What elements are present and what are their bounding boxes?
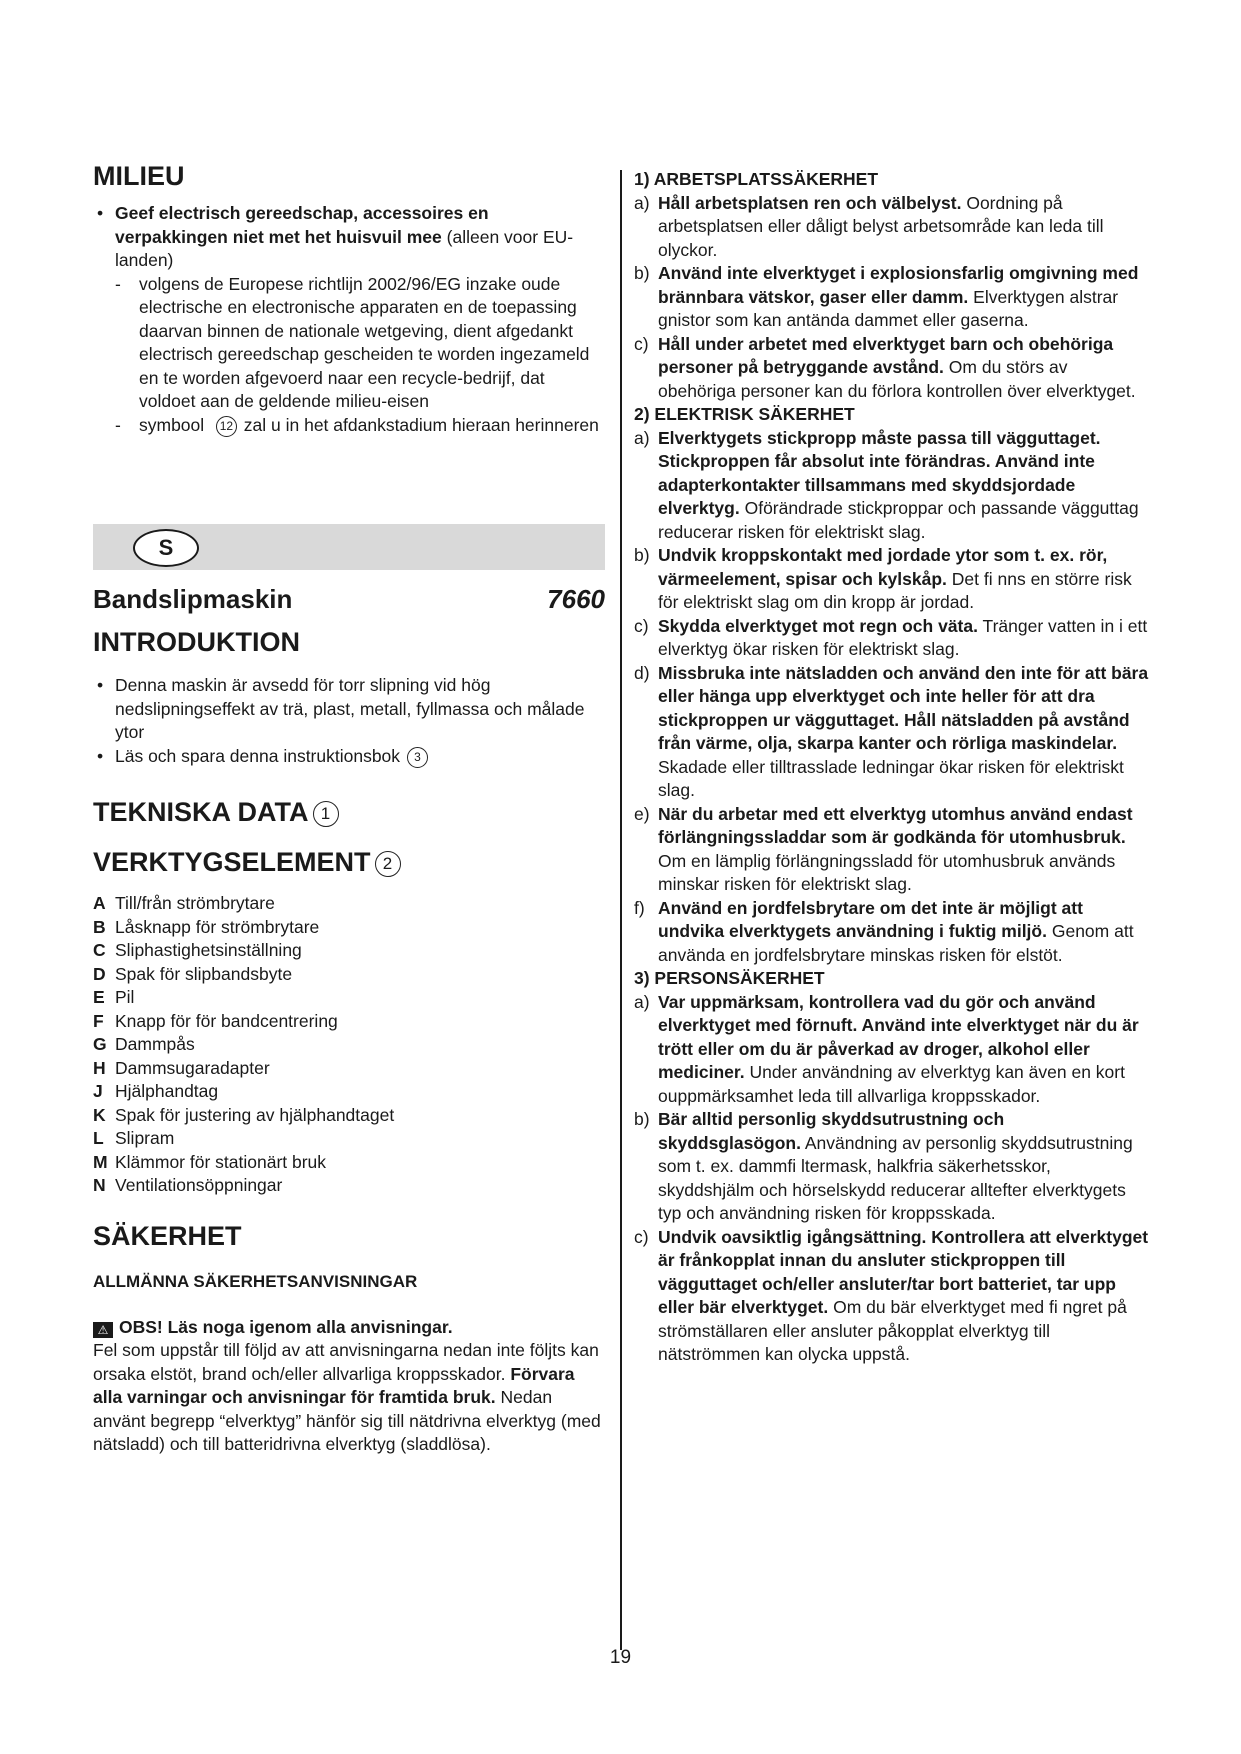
- part-letter: M: [93, 1151, 108, 1172]
- milieu-dash-1-text: volgens de Europese richtlijn 2002/96/EG inzake oude electrische en electronische apparaten en de toepassing daarvan binnen de nationale wetgeving, dient afgedankt electrisch gereedschap gescheiden te worden ingezameld en te worden afgevoerd naar een recycle-bedrijf, dat voldoet aan de geldende milieu-eisen: [139, 273, 590, 411]
- list-item: [93, 916, 605, 940]
- milieu-bullet-rest: (alleen voor EU-landen): [115, 226, 574, 270]
- item-label: a): [634, 192, 650, 213]
- item-label: b): [634, 263, 650, 283]
- section-1-heading: 1) ARBETSPLATSSÄKERHET: [634, 169, 879, 189]
- list-item: [634, 192, 1149, 263]
- circled-number-icon: 12: [216, 416, 237, 437]
- item-label: c): [634, 333, 649, 354]
- milieu-dash-2-post: zal u in het afdankstadium hieraan herinneren: [243, 414, 599, 435]
- list-item: [634, 662, 1149, 803]
- item-label: c): [634, 615, 649, 636]
- milieu-dash-1: [93, 273, 605, 414]
- item-label: a): [634, 427, 650, 448]
- part-letter: E: [93, 987, 105, 1007]
- list-item: [93, 1127, 605, 1151]
- part-text: Sliphastighetsinställning: [115, 940, 302, 960]
- item-text: Under användning av elverktyg kan även en kort ouppmärksamhet leda till allvarliga kroppsskador.: [658, 1062, 1125, 1106]
- part-letter: L: [93, 1128, 104, 1148]
- part-letter: G: [93, 1034, 107, 1054]
- list-item: [634, 333, 1149, 404]
- milieu-list: [93, 202, 605, 437]
- item-label: b): [634, 545, 650, 565]
- section-3-heading: 3) PERSONSÄKERHET: [634, 968, 825, 988]
- item-bold: Var uppmärksam, kontrollera vad du gör och använd elverktyget med förnuft. Använd inte elverktyget när du är trött eller om du är påverkad av droger, alkohol eller mediciner.: [658, 991, 1139, 1082]
- list-item: [634, 991, 1149, 1109]
- part-text: Hjälphandtag: [115, 1081, 219, 1101]
- language-bar: [93, 524, 605, 570]
- item-text: Om du bär elverktyget med fi ngret på strömställaren eller ansluter påkopplat elverktyg till nätströmmen kan olycka uppstå.: [658, 1297, 1127, 1364]
- list-item: [634, 544, 1149, 615]
- warning-bold: OBS! Läs noga igenom alla anvisningar.: [119, 1316, 453, 1337]
- item-label: c): [634, 1226, 649, 1247]
- milieu-dash-2-pre: symbool: [139, 414, 205, 435]
- dash-mark: -: [115, 414, 121, 435]
- item-text: Användning av personlig skyddsutrustning som t. ex. dammfi ltermask, halkfria säkerhetsskor, skyddshjälm och hörselskydd reducerar alltefter elverktygets typ och användning risken för kroppsskada.: [658, 1132, 1133, 1223]
- dash-mark: -: [115, 273, 121, 294]
- part-text: Till/från strömbrytare: [115, 893, 275, 913]
- item-text: Om en lämplig förlängningssladd för utomhusbruk används minskar risken för elektriskt slag.: [658, 850, 1116, 894]
- left-column-top: [93, 160, 605, 437]
- part-text: Ventilationsöppningar: [115, 1175, 283, 1195]
- list-item: [93, 1033, 605, 1057]
- milieu-heading: MILIEU: [93, 161, 185, 191]
- item-bold: När du arbetar med ett elverktyg utomhus använd endast förlängningssladdar som är godkända för utomhusbruk.: [658, 803, 1133, 847]
- language-badge: S: [133, 529, 199, 567]
- list-item: [634, 615, 1149, 662]
- item-label: d): [634, 662, 650, 683]
- safety-warning: [93, 1316, 605, 1340]
- list-item: [634, 803, 1149, 897]
- part-text: Spak för justering av hjälphandtaget: [115, 1104, 395, 1125]
- item-bold: Elverktygets stickpropp måste passa till vägguttaget. Stickproppen får absolut inte förändras. Använd inte adapterkontakter tillsammans med skyddsjordade elverktyg.: [658, 427, 1101, 518]
- item-label: f): [634, 897, 645, 918]
- part-letter: H: [93, 1057, 106, 1078]
- part-letter: J: [93, 1081, 103, 1101]
- list-item: [93, 939, 605, 963]
- tech-data-heading-text: TEKNISKA DATA: [93, 797, 309, 827]
- intro-heading: INTRODUKTION: [93, 627, 300, 657]
- list-item: [634, 262, 1149, 333]
- item-text: Oordning på arbetsplatsen eller dåligt belyst arbetsområde kan leda till olyckor.: [658, 192, 1104, 260]
- item-label: a): [634, 991, 650, 1012]
- part-letter: B: [93, 916, 106, 937]
- part-letter: F: [93, 1010, 104, 1031]
- safety-subheading: ALLMÄNNA SÄKERHETSANVISNINGAR: [93, 1271, 418, 1291]
- item-text: Oförändrade stickproppar och passande vägguttag reducerar risken för elektriskt slag.: [658, 498, 1139, 542]
- part-letter: C: [93, 940, 106, 960]
- list-item: [93, 1057, 605, 1081]
- part-text: Pil: [115, 987, 135, 1007]
- milieu-bullet-bold: Geef electrisch gereedschap, accessoires en verpakkingen niet met het huisvuil mee: [115, 203, 489, 247]
- part-letter: N: [93, 1175, 106, 1195]
- item-text: Om du störs av obehöriga personer kan du förlora kontrollen över elverktyget.: [658, 357, 1136, 401]
- list-item: [634, 1226, 1149, 1367]
- list-item: [93, 963, 605, 987]
- intro-bullet-2: [93, 745, 605, 769]
- item-text: Tränger vatten in i ett elverktyg ökar risken för elektriskt slag.: [658, 615, 1148, 659]
- list-item: [93, 1151, 605, 1175]
- part-letter: D: [93, 963, 106, 984]
- list-item: [634, 427, 1149, 545]
- list-item: [634, 897, 1149, 968]
- item-text: Elverktygen alstrar gnistor som kan antända dammet eller gaserna.: [658, 286, 1119, 330]
- safety-text-bold: Förvara alla varningar och anvisningar för framtida bruk.: [93, 1363, 575, 1407]
- parts-list: [93, 892, 605, 1198]
- item-bold: Undvik oavsiktlig igångsättning. Kontrollera att elverktyget är frånkopplat innan du ansluter stickproppen till vägguttaget och/eller ansluter/tar bort batteriet, tar upp eller bär elverktyget.: [658, 1226, 1149, 1317]
- part-text: Dammsugaradapter: [115, 1057, 270, 1078]
- item-label: e): [634, 803, 650, 824]
- part-text: Knapp för för bandcentrering: [115, 1010, 338, 1031]
- part-text: Dammpås: [115, 1034, 195, 1054]
- safety-text-1: Fel som uppstår till följd av att anvisningarna nedan inte följts kan orsaka elstöt, brand och/eller allvarliga kroppsskador.: [93, 1340, 599, 1384]
- item-text: Det fi nns en större risk för elektriskt slag om din kropp är jordad.: [658, 568, 1132, 612]
- item-text: Skadade eller tilltrasslade ledningar ökar risken för elektriskt slag.: [658, 756, 1124, 800]
- part-text: Spak för slipbandsbyte: [115, 963, 293, 984]
- elements-heading: [93, 846, 605, 878]
- intro-list: [93, 674, 605, 768]
- item-bold: Använd en jordfelsbrytare om det inte är möjligt att undvika elverktygets användning i fuktig miljö.: [658, 897, 1083, 941]
- intro-bullet-2-text: Läs och spara denna instruktionsbok: [115, 745, 401, 766]
- part-text: Låsknapp för strömbrytare: [115, 916, 320, 937]
- item-bold: Håll arbetsplatsen ren och välbelyst.: [658, 192, 962, 213]
- product-number: 7660: [547, 584, 605, 614]
- list-item: [93, 892, 605, 916]
- column-divider: [620, 170, 622, 1650]
- list-item: [93, 1080, 605, 1104]
- safety-heading: SÄKERHET: [93, 1220, 242, 1251]
- item-bold: Håll under arbetet med elverktyget barn och obehöriga personer på betryggande avstånd.: [658, 333, 1114, 377]
- milieu-dash-2: [93, 414, 605, 438]
- item-label: b): [634, 1109, 650, 1129]
- list-item: [93, 986, 605, 1010]
- item-bold: Använd inte elverktyget i explosionsfarlig omgivning med brännbara vätskor, gaser eller damm.: [658, 263, 1139, 307]
- intro-bullet-1: • Denna maskin är avsedd för torr slipning vid hög nedslipningseffekt av trä, plast, metall, fyllmassa och målade ytor: [93, 674, 605, 745]
- product-name: Bandslipmaskin: [93, 584, 293, 614]
- circled-number-icon: 2: [375, 851, 401, 877]
- item-bold: Undvik kroppskontakt med jordade ytor som t. ex. rör, värmeelement, spisar och kylskåp.: [658, 545, 1108, 589]
- part-text: Slipram: [115, 1128, 175, 1148]
- item-bold: Missbruka inte nätsladden och använd den inte för att bära eller hänga upp elverktyget och inte heller för att dra stickproppen ur vägguttaget. Håll nätsladden på avstånd från värme, olja, skarpa kanter och rörliga maskindelar.: [658, 662, 1149, 753]
- left-column-lower: [93, 626, 605, 1457]
- elements-heading-text: VERKTYGSELEMENT: [93, 847, 371, 877]
- item-bold: Skydda elverktyget mot regn och väta.: [658, 615, 978, 636]
- list-item: [93, 1174, 605, 1198]
- milieu-bullet: [93, 202, 605, 273]
- list-item: [93, 1104, 605, 1128]
- part-letter: K: [93, 1104, 106, 1125]
- circled-number-icon: 1: [313, 801, 339, 827]
- part-text: Klämmor för stationärt bruk: [115, 1151, 327, 1172]
- list-item: [93, 1010, 605, 1034]
- page-number: 19: [609, 1647, 632, 1668]
- section-2-heading: 2) ELEKTRISK SÄKERHET: [634, 404, 855, 424]
- tech-data-heading: [93, 796, 605, 828]
- safety-text: [93, 1339, 605, 1457]
- list-item: [634, 1108, 1149, 1226]
- item-text: Genom att använda en jordfelsbrytare minskas risken för elstöt.: [658, 921, 1134, 965]
- warning-icon: ⚠: [93, 1322, 113, 1338]
- circled-number-icon: 3: [407, 747, 428, 768]
- safety-text-2: Nedan använt begrepp “elverktyg” hänför sig till nätdrivna elverktyg (med nätsladd) och till batteridrivna elverktyg (sladdlösa).: [93, 1387, 601, 1454]
- product-title-row: [93, 584, 605, 615]
- part-letter: A: [93, 893, 106, 913]
- item-bold: Bär alltid personlig skyddsutrustning och skyddsglasögon.: [658, 1109, 1005, 1153]
- right-column: [634, 168, 1149, 1367]
